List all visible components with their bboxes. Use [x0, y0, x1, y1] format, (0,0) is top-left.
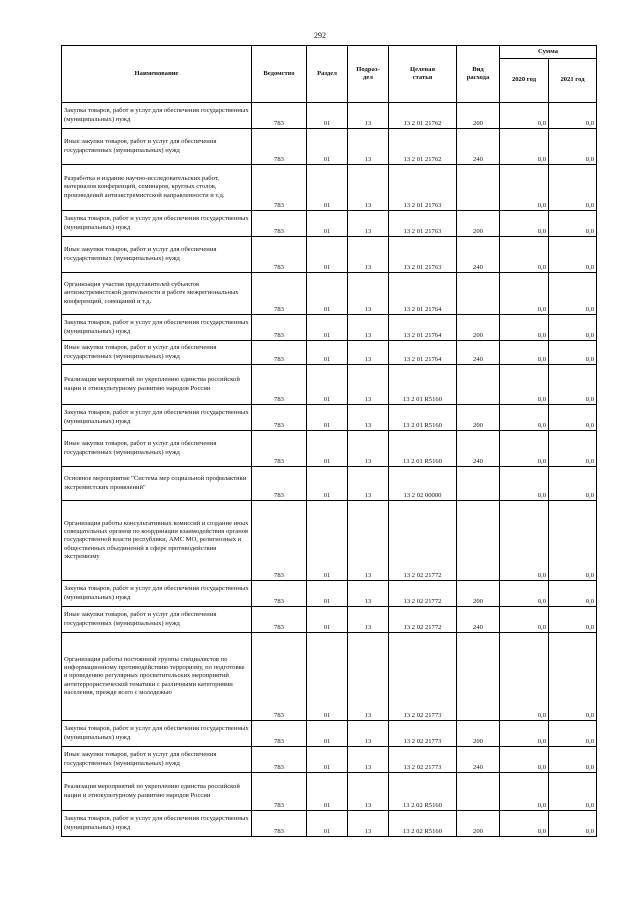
row-name: Закупка товаров, работ и услуг для обеспечения государственных (муниципальных) нужд: [62, 211, 252, 237]
row-amount-2020: 0,0: [500, 721, 549, 747]
row-subsection: 13: [348, 773, 389, 811]
header-section: Раздел: [307, 46, 348, 103]
row-target: 13 2 01 R5160: [389, 365, 457, 405]
row-expense-type: 200: [457, 211, 500, 237]
row-amount-2021: 0,0: [549, 633, 597, 721]
row-expense-type: 240: [457, 129, 500, 165]
row-dept: 783: [252, 405, 307, 431]
row-dept: 783: [252, 341, 307, 365]
table-row: [62, 165, 597, 211]
table-row: [62, 237, 597, 273]
row-target: 13 2 02 R5160: [389, 773, 457, 811]
row-target: 13 2 02 21772: [389, 501, 457, 581]
row-subsection: 13: [348, 273, 389, 315]
row-target: 13 2 02 R5160: [389, 811, 457, 837]
row-target: 13 2 01 R5160: [389, 405, 457, 431]
table-row: [62, 773, 597, 811]
row-expense-type: 240: [457, 431, 500, 467]
row-dept: 783: [252, 747, 307, 773]
row-dept: 783: [252, 501, 307, 581]
budget-table: [61, 45, 597, 837]
row-amount-2020: 0,0: [500, 129, 549, 165]
row-section: 01: [307, 211, 348, 237]
row-dept: 783: [252, 607, 307, 633]
row-amount-2020: 0,0: [500, 811, 549, 837]
row-section: 01: [307, 811, 348, 837]
table-row: [62, 431, 597, 467]
row-expense-type: [457, 273, 500, 315]
table-row: [62, 365, 597, 405]
row-subsection: 13: [348, 165, 389, 211]
row-section: 01: [307, 341, 348, 365]
row-name: Закупка товаров, работ и услуг для обеспечения государственных (муниципальных) нужд: [62, 405, 252, 431]
table-row: [62, 467, 597, 501]
row-dept: 783: [252, 633, 307, 721]
row-target: 13 2 01 21763: [389, 211, 457, 237]
row-section: 01: [307, 103, 348, 129]
row-expense-type: [457, 773, 500, 811]
row-amount-2021: 0,0: [549, 467, 597, 501]
row-expense-type: [457, 501, 500, 581]
row-subsection: 13: [348, 633, 389, 721]
row-target: 13 2 02 00000: [389, 467, 457, 501]
row-amount-2020: 0,0: [500, 273, 549, 315]
row-expense-type: [457, 467, 500, 501]
row-dept: 783: [252, 165, 307, 211]
row-target: 13 2 02 21773: [389, 747, 457, 773]
row-amount-2021: 0,0: [549, 747, 597, 773]
row-amount-2020: 0,0: [500, 237, 549, 273]
row-dept: 783: [252, 129, 307, 165]
row-subsection: 13: [348, 501, 389, 581]
row-amount-2021: 0,0: [549, 237, 597, 273]
row-amount-2020: 0,0: [500, 341, 549, 365]
row-name: Иные закупки товаров, работ и услуг для обеспечения государственных (муниципальных) нужд: [62, 607, 252, 633]
row-amount-2020: 0,0: [500, 103, 549, 129]
table-row: [62, 501, 597, 581]
row-section: 01: [307, 721, 348, 747]
row-amount-2020: 0,0: [500, 315, 549, 341]
header-sum: Сумма: [500, 46, 597, 59]
row-expense-type: [457, 365, 500, 405]
row-name: Иные закупки товаров, работ и услуг для обеспечения государственных (муниципальных) нужд: [62, 237, 252, 273]
row-expense-type: 200: [457, 405, 500, 431]
row-subsection: 13: [348, 405, 389, 431]
row-amount-2021: 0,0: [549, 315, 597, 341]
row-target: 13 2 01 21764: [389, 341, 457, 365]
row-subsection: 13: [348, 811, 389, 837]
row-target: 13 2 02 21773: [389, 633, 457, 721]
row-target: 13 2 01 21763: [389, 165, 457, 211]
row-name: Разработка и издание научно-исследовательских работ, материалов конференций, семинаров, круглых столов, произведений антиэкстремистской направленности и т.д.: [62, 165, 252, 211]
row-section: 01: [307, 431, 348, 467]
table-row: [62, 341, 597, 365]
row-amount-2021: 0,0: [549, 811, 597, 837]
table-row: [62, 581, 597, 607]
row-amount-2021: 0,0: [549, 607, 597, 633]
row-amount-2020: 0,0: [500, 431, 549, 467]
page-number: 292: [314, 31, 326, 40]
row-name: Реализация мероприятий по укреплению единства российской нации и этнокультурному развитию народов России: [62, 773, 252, 811]
row-expense-type: 200: [457, 315, 500, 341]
row-expense-type: 200: [457, 811, 500, 837]
header-year-2020: 2020 год: [500, 59, 549, 103]
header-expense-type: Вид расхода: [457, 46, 500, 103]
table-row: [62, 103, 597, 129]
row-subsection: 13: [348, 129, 389, 165]
row-name: Иные закупки товаров, работ и услуг для обеспечения государственных (муниципальных) нужд: [62, 129, 252, 165]
row-dept: 783: [252, 211, 307, 237]
table-row: [62, 721, 597, 747]
row-subsection: 13: [348, 607, 389, 633]
row-section: 01: [307, 315, 348, 341]
row-subsection: 13: [348, 103, 389, 129]
row-name: Закупка товаров, работ и услуг для обеспечения государственных (муниципальных) нужд: [62, 721, 252, 747]
row-target: 13 2 01 21762: [389, 103, 457, 129]
row-expense-type: 240: [457, 607, 500, 633]
row-section: 01: [307, 165, 348, 211]
row-name: Иные закупки товаров, работ и услуг для обеспечения государственных (муниципальных) нужд: [62, 341, 252, 365]
row-target: 13 2 01 21764: [389, 315, 457, 341]
row-target: 13 2 02 21773: [389, 721, 457, 747]
row-subsection: 13: [348, 581, 389, 607]
row-name: Закупка товаров, работ и услуг для обеспечения государственных (муниципальных) нужд: [62, 315, 252, 341]
row-amount-2021: 0,0: [549, 405, 597, 431]
row-dept: 783: [252, 365, 307, 405]
row-expense-type: 240: [457, 237, 500, 273]
table-row: [62, 405, 597, 431]
row-expense-type: 200: [457, 721, 500, 747]
row-amount-2021: 0,0: [549, 365, 597, 405]
row-amount-2021: 0,0: [549, 273, 597, 315]
row-dept: 783: [252, 103, 307, 129]
row-expense-type: [457, 633, 500, 721]
row-dept: 783: [252, 237, 307, 273]
table-row: [62, 315, 597, 341]
row-amount-2020: 0,0: [500, 165, 549, 211]
row-section: 01: [307, 501, 348, 581]
row-expense-type: [457, 165, 500, 211]
row-dept: 783: [252, 811, 307, 837]
row-section: 01: [307, 273, 348, 315]
row-dept: 783: [252, 581, 307, 607]
header-year-2021: 2021 год: [549, 59, 597, 103]
row-subsection: 13: [348, 721, 389, 747]
row-name: Организация участия представителей субъектов антиэкстремистской деятельности в работе межрегиональных конференций, совещаний и т.д.: [62, 273, 252, 315]
header-target: Целевая статья: [389, 46, 457, 103]
row-amount-2020: 0,0: [500, 405, 549, 431]
row-subsection: 13: [348, 341, 389, 365]
row-dept: 783: [252, 773, 307, 811]
row-amount-2020: 0,0: [500, 773, 549, 811]
row-amount-2020: 0,0: [500, 633, 549, 721]
row-name: Иные закупки товаров, работ и услуг для обеспечения государственных (муниципальных) нужд: [62, 431, 252, 467]
header-name: Наименование: [62, 46, 252, 103]
table-row: [62, 747, 597, 773]
row-amount-2021: 0,0: [549, 165, 597, 211]
row-amount-2021: 0,0: [549, 431, 597, 467]
row-name: Иные закупки товаров, работ и услуг для обеспечения государственных (муниципальных) нужд: [62, 747, 252, 773]
row-target: 13 2 01 21764: [389, 273, 457, 315]
row-expense-type: 200: [457, 103, 500, 129]
header-dept: Ведомство: [252, 46, 307, 103]
row-subsection: 13: [348, 467, 389, 501]
row-name: Реализация мероприятий по укреплению единства российской нации и этнокультурному развитию народов России: [62, 365, 252, 405]
row-dept: 783: [252, 467, 307, 501]
row-dept: 783: [252, 721, 307, 747]
row-subsection: 13: [348, 431, 389, 467]
row-amount-2021: 0,0: [549, 721, 597, 747]
row-section: 01: [307, 365, 348, 405]
row-name: Основное мероприятие "Система мер социальной профилактики экстремистских проявлений": [62, 467, 252, 501]
row-section: 01: [307, 773, 348, 811]
row-amount-2020: 0,0: [500, 467, 549, 501]
row-name: Организация работы консультативных комиссий и создание иных совещательных органов по координации взаимодействия органов государственной власти республики, АМС МО, религиозных и общественных объединений в сфере противодействия экстремизму: [62, 501, 252, 581]
header-subsection: Подраз- дел: [348, 46, 389, 103]
row-amount-2020: 0,0: [500, 747, 549, 773]
row-subsection: 13: [348, 211, 389, 237]
row-section: 01: [307, 405, 348, 431]
row-section: 01: [307, 607, 348, 633]
row-subsection: 13: [348, 365, 389, 405]
row-name: Закупка товаров, работ и услуг для обеспечения государственных (муниципальных) нужд: [62, 581, 252, 607]
row-subsection: 13: [348, 315, 389, 341]
row-name: Закупка товаров, работ и услуг для обеспечения государственных (муниципальных) нужд: [62, 811, 252, 837]
row-name: Организация работы постоянной группы специалистов по информационному противодействию терроризму, по подготовке и проведению регулярных просветительских мероприятий антитеррористической тематики с различными категориями населения, прежде всего с молодежью: [62, 633, 252, 721]
row-target: 13 2 01 21762: [389, 129, 457, 165]
row-amount-2021: 0,0: [549, 211, 597, 237]
row-section: 01: [307, 129, 348, 165]
row-amount-2020: 0,0: [500, 365, 549, 405]
row-section: 01: [307, 467, 348, 501]
table-row: [62, 607, 597, 633]
row-amount-2020: 0,0: [500, 501, 549, 581]
row-amount-2021: 0,0: [549, 129, 597, 165]
table-row: [62, 811, 597, 837]
table-row: [62, 129, 597, 165]
table-row: [62, 211, 597, 237]
row-amount-2020: 0,0: [500, 211, 549, 237]
row-section: 01: [307, 633, 348, 721]
row-target: 13 2 01 R5160: [389, 431, 457, 467]
row-section: 01: [307, 747, 348, 773]
row-amount-2021: 0,0: [549, 581, 597, 607]
table-row: [62, 273, 597, 315]
row-amount-2021: 0,0: [549, 103, 597, 129]
row-amount-2020: 0,0: [500, 607, 549, 633]
row-amount-2021: 0,0: [549, 773, 597, 811]
row-amount-2020: 0,0: [500, 581, 549, 607]
row-expense-type: 240: [457, 747, 500, 773]
row-subsection: 13: [348, 237, 389, 273]
row-target: 13 2 02 21772: [389, 581, 457, 607]
row-target: 13 2 01 21763: [389, 237, 457, 273]
row-name: Закупка товаров, работ и услуг для обеспечения государственных (муниципальных) нужд: [62, 103, 252, 129]
row-section: 01: [307, 581, 348, 607]
row-subsection: 13: [348, 747, 389, 773]
row-section: 01: [307, 237, 348, 273]
row-dept: 783: [252, 273, 307, 315]
row-dept: 783: [252, 315, 307, 341]
row-expense-type: 240: [457, 341, 500, 365]
row-amount-2021: 0,0: [549, 341, 597, 365]
row-expense-type: 200: [457, 581, 500, 607]
row-target: 13 2 02 21772: [389, 607, 457, 633]
row-dept: 783: [252, 431, 307, 467]
table-row: [62, 633, 597, 721]
row-amount-2021: 0,0: [549, 501, 597, 581]
